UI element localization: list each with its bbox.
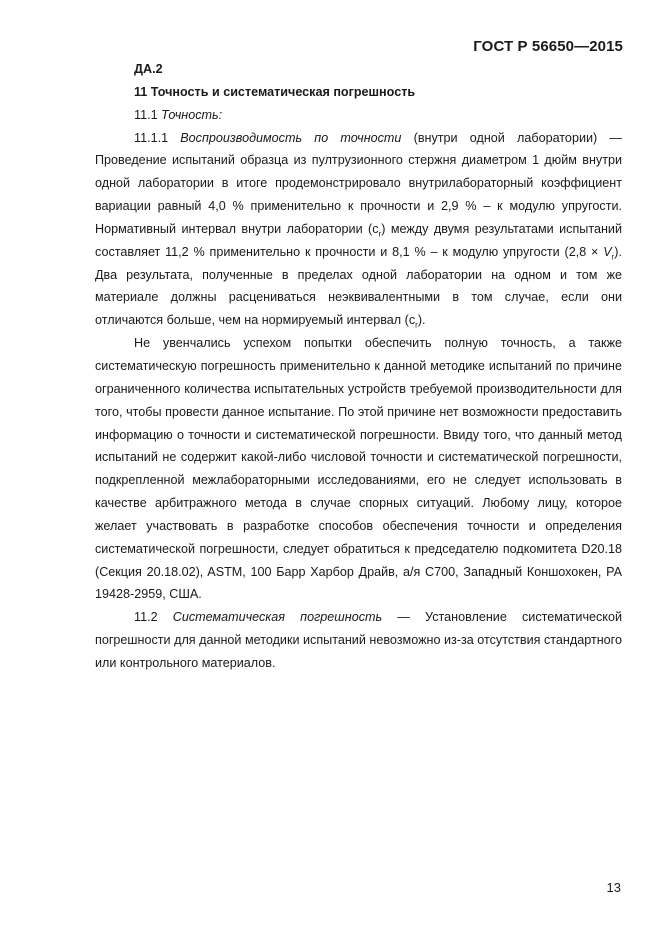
appendix-label: ДА.2 xyxy=(134,62,163,76)
paragraph-11-1-1 xyxy=(95,127,622,333)
clause-number: 11.1.1 xyxy=(134,130,169,145)
subscript: r xyxy=(415,320,418,330)
page-body xyxy=(95,58,622,675)
subsection-number: 11.1 xyxy=(134,107,158,122)
clause-number: 11.2 xyxy=(134,610,158,625)
clause-text: ) между двумя результатами испытаний составляет 11,2 % применительно к прочности и 8,1 % – к модулю упругости (2,8 × xyxy=(95,221,622,259)
page-number: 13 xyxy=(606,880,621,895)
subscript: r xyxy=(611,252,615,262)
document-code: ГОСТ Р 56650—2015 xyxy=(473,38,623,55)
clause-text: — Установление систематической погрешности для данной методики испытаний невозможно из-за отсутствия стандартного или контрольного материалов. xyxy=(95,610,622,670)
subscript: r xyxy=(378,229,382,239)
paragraph-11-2 xyxy=(95,606,622,675)
clause-text: ). xyxy=(417,313,426,328)
paragraph-precision-note: Не увенчались успехом попытки обеспечить полную точность, а также систематическую погрешность применительно к данной методике испытаний по причине ограниченного количества испытательных устройств требуемой производительности для того, чтобы провести данное испытание. По этой причине нет возможности предоставить информацию о точности и систематической погрешности. Ввиду того, что данный метод испытаний не содержит какой-либо числовой точности и систематической погрешности, подкрепленной межлабораторными исследованиями, его не следует использовать в качестве арбитражного метода в случае спорных ситуаций. Любому лицу, которое желает участвовать в разработке способов обеспечения точности и определения систематической погрешности, следует обратиться к председателю подкомитета D20.18 (Секция 20.18.02), ASTM, 100 Барр Харбор Драйв, а/я С700, Западный Коншохокен, PA 19428-2959, США. xyxy=(95,336,622,602)
clause-term: Систематическая погрешность xyxy=(172,610,383,625)
clause-text: ). Два результата, полученные в пределах одной лаборатории на одном и том же материале должны расцениваться неэквивалентными в том случае, если они отличаются больше, чем на нормируемый интервал (c xyxy=(95,244,622,328)
subsection-11-1 xyxy=(95,104,622,127)
clause-term: Воспроизводимость по точности xyxy=(180,130,402,145)
subsection-title: Точность: xyxy=(161,107,223,122)
section-title: 11 Точность и систематическая погрешность xyxy=(134,84,416,99)
variation-symbol: V xyxy=(603,244,612,259)
clause-text: (внутри одной лаборатории) — Проведение испытаний образца из пултрузионного стержня диаметром 1 дюйм внутри одной лаборатории в итоге продемонстрировало внутрилабораторный коэффициент вариации равный 4,0 % применительно к прочности и 2,9 % – к модулю упругости. Нормативный интервал внутри лаборатории (c xyxy=(95,130,622,236)
